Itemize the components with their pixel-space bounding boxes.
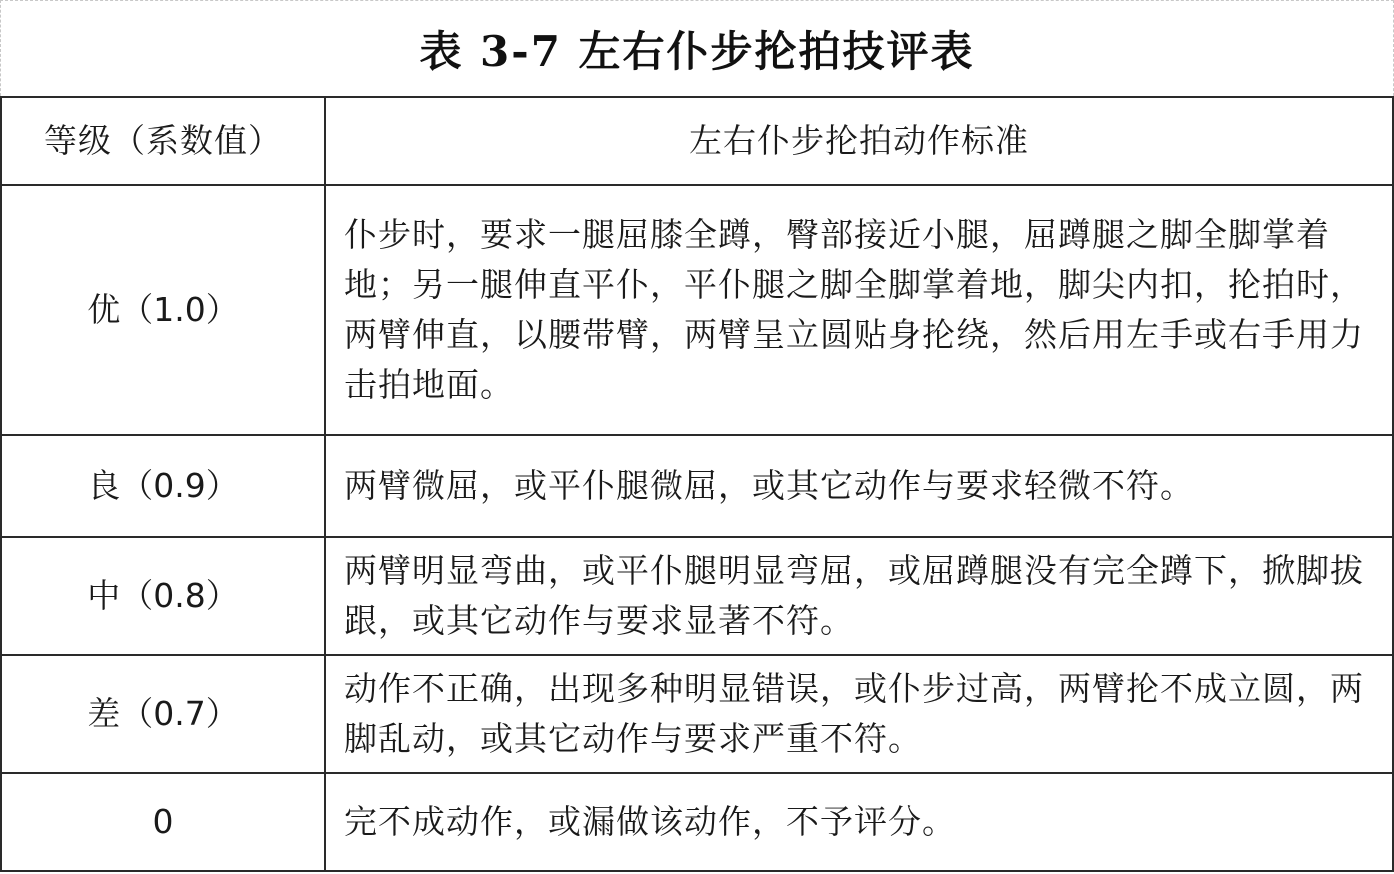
standard-cell-poor: 动作不正确，出现多种明显错误，或仆步过高，两臂抡不成立圆，两脚乱动，或其它动作与要求严重不符。: [325, 655, 1393, 773]
standard-cell-excellent: 仆步时，要求一腿屈膝全蹲，臀部接近小腿，屈蹲腿之脚全脚掌着地；另一腿伸直平仆，平仆腿之脚全脚掌着地，脚尖内扣，抡拍时，两臂伸直，以腰带臂，两臂呈立圆贴身抡绕，然后用左手或右手用力击拍地面。: [325, 185, 1393, 435]
table-row: [1, 537, 1393, 655]
header-standard: 左右仆步抡拍动作标准: [325, 97, 1393, 185]
table-row: [1, 185, 1393, 435]
table-header-row: [1, 97, 1393, 185]
grade-cell-excellent: 优（1.0）: [1, 185, 325, 435]
header-grade: 等级（系数值）: [1, 97, 325, 185]
grade-cell-poor: 差（0.7）: [1, 655, 325, 773]
table-row: [1, 435, 1393, 537]
standard-cell-good: 两臂微屈，或平仆腿微屈，或其它动作与要求轻微不符。: [325, 435, 1393, 537]
table-title: 表 3-7 左右仆步抡拍技评表: [0, 0, 1394, 96]
grade-cell-zero: 0: [1, 773, 325, 871]
evaluation-table: [0, 96, 1394, 872]
table-row: [1, 773, 1393, 871]
grade-cell-medium: 中（0.8）: [1, 537, 325, 655]
standard-cell-zero: 完不成动作，或漏做该动作，不予评分。: [325, 773, 1393, 871]
grade-cell-good: 良（0.9）: [1, 435, 325, 537]
table-row: [1, 655, 1393, 773]
standard-cell-medium: 两臂明显弯曲，或平仆腿明显弯屈，或屈蹲腿没有完全蹲下，掀脚拔跟，或其它动作与要求显著不符。: [325, 537, 1393, 655]
